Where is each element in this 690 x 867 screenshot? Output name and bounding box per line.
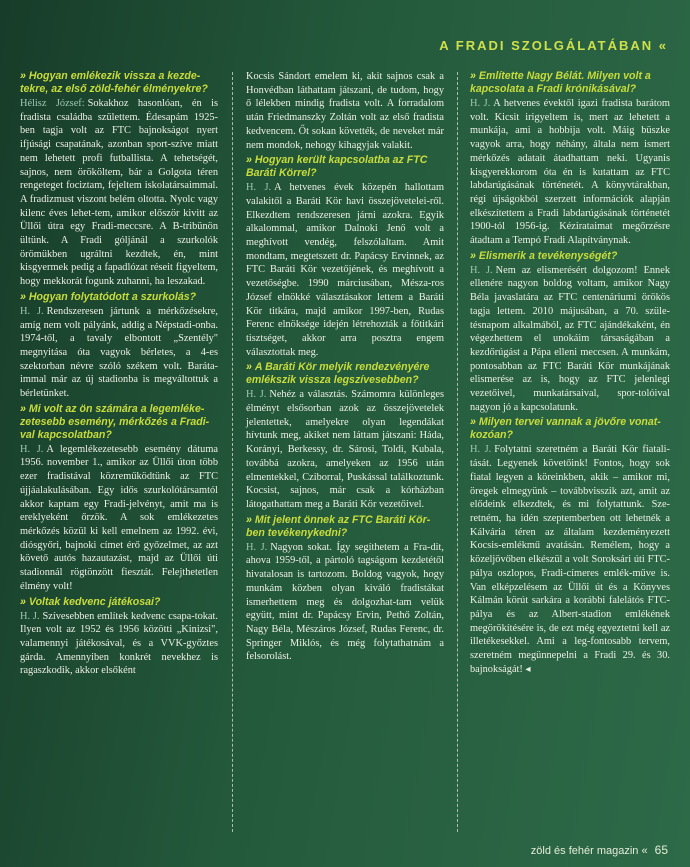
speaker-label: H. J.: [470, 444, 492, 456]
answer-text: Kocsis Sándort emelem ki, akit sajnos csak a Honvédban láthattam játszani, de tudom, hogy ő lélekben mindig fradista volt. A forradalom után Friedmanszky Zoltán volt az első fradista kedvencem. Őt sokan követték, de neveket már nem mondok, nehogy kihagyjak valakit.: [246, 71, 444, 151]
interview-question: [20, 291, 218, 304]
interview-answer: [20, 610, 218, 679]
speaker-label: H. J.: [20, 305, 44, 317]
interview-question: [246, 361, 444, 387]
interview-question: [246, 154, 444, 180]
page-number: 65: [654, 843, 668, 857]
question-text: Voltak kedvenc játékosai?: [28, 595, 161, 608]
column-divider: [232, 72, 233, 832]
interview-answer: [20, 305, 218, 401]
speaker-label: H. J.: [246, 541, 268, 553]
interview-answer: [246, 181, 444, 359]
interview-question: [470, 70, 670, 96]
question-marker-icon: »: [20, 595, 26, 608]
answer-text: A legemlékezetesebb esemény dátuma 1956. november 1., amikor az Üllői úton több ezer fradistával közreműködtünk az FTC újjáalakulásában. Egy idős szurkolótársamtól akkor kaptam egy Fradi-jelvényt, amit ma is ereklyeként őrzök. A sok emlékezetes mérkőzés közül ki kell emelnem az 1992. évi, diósgyőri, bajnoki címet érő győzelmet, az azt követő autós hazautazást, majd az Üllői úti stadionnál rögtönzött fiesztát. Felejthetetlen élmény volt!: [20, 443, 218, 592]
question-text: Hogyan folytatódott a szurkolás?: [28, 290, 197, 303]
question-marker-icon: »: [470, 249, 476, 262]
speaker-label: H. J.: [246, 182, 272, 194]
magazine-name: zöld és fehér magazin «: [530, 845, 648, 857]
answer-text: Sokakhoz hasonlóan, én is fradista családba születtem. Édesapám 1925-ben tagja volt az FTC bajnokságot nyert ifjúsági csapatának, azonban sport-szíve miatt nem lehetett profi futballista. A tehetségét, sajnos, nem örököltem, bár a Golgota téren rengeteget fociztam, fejeltem iskolatársaimmal. A fradizmust viszont belém oltotta. Nyolc vagy kilenc éves lehet-tem, amikor először kivitt az Üllői útra egy Fradi-meccsre. A B-tribünön ültünk. A Fradi góljánál a szurkolók örömükben ugráltni kezdtek, én, mint kisgyermek pedig a fapadlózat réseit figyeltem, hogy mekkorát fogunk zuhanni, ha leszakad.: [20, 98, 219, 288]
question-text: Mit jelent önnek az FTC Baráti Kör-ben tevékenykedni?: [246, 513, 431, 539]
interview-question: [470, 416, 670, 442]
interview-answer: [246, 541, 444, 664]
question-text: Mi volt az ön számára a legemléke-zetesebb esemény, mérkőzés a Fradi-val kapcsolatban?: [20, 402, 210, 441]
question-text: Elismerik a tevékenységét?: [478, 249, 618, 262]
question-marker-icon: »: [470, 70, 476, 82]
answer-text: A hetvenes évektől igazi fradista barátom volt. Kicsit irigyeltem is, mert az lehetett a munkája, ami a hobbija volt. Máig büszke vagyok arra, hogy néhány, általa nem ismert mérkőzés adatait átadhattam neki. Ugyanis kisgyerekkorom óta én is kutattam az FTC labdarúgásának történetét. A könyvtárakban, régi újságokból szerzett információk alapján elkészítettem a Fradi labdarúgásának történetét 1900-tól 1956-ig. Kézirataimat megőrzésre átadtam a Tempó Fradi Alapítványnak.: [470, 98, 670, 247]
question-marker-icon: »: [20, 70, 26, 82]
answer-text: Rendszeresen jártunk a mérkőzésekre, amíg nem volt pályánk, addig a Népstadi-onba. 1974-től, a tavaly elbontott „Szentély" megnyitása óta vagyok bérletes, a 4-es szektorban névre szóló székem volt. Baráta-immal már az új stadionba is megváltottuk a bérletünket.: [20, 305, 218, 400]
interview-answer: [470, 97, 670, 248]
question-marker-icon: »: [20, 290, 26, 303]
speaker-label: Hélisz József:: [20, 98, 85, 109]
answer-text: Szívesebben említek kedvenc csapa-tokat. Ilyen volt az 1952 és 1956 közötti „Kinizsi", valamennyi játékosával, és a VVK-győztes gárda. Amennyiben konkrét nevekhez is ragaszkodik, akkor elsőként: [20, 610, 218, 677]
speaker-label: H. J.: [470, 98, 491, 109]
answer-text: Nagyon sokat. Így segíthetem a Fra-dit, ahova 1959-től, a pártoló tagságom kezdetétől hivatalosan is tartozom. Boldog vagyok, hogy munkám közben olyan kiváló fradistákat ismerhettem meg és dolgozhat-tam velük együtt, mint dr. Papácsy Ervin, Pethő Zoltán, Nagy Béla, Mészáros József, Rudas Ferenc, dr. Springer Miklós, és még folytathatnám a felsorolást.: [246, 541, 444, 663]
page-footer: [531, 843, 668, 857]
answer-text: Folytatni szeretném a Baráti Kör fiatali-tását. Legyenek követőink! Fontos, hogy sok fiatal legyen a köreinkben, akik – amikor mi, öregek elmegyünk – továbbvisszik azt, amit az elődeink elkezdtek, és mi folytattunk. Sze-retném, ha idén szeptemberben ott lehetnék a Kálvária téren az általam kezdeményezett Kocsis-emlékmű avatásán. Remélem, hogy a közeljövőben elkészül a volt Soroksári úti FTC-pálya oszlopos, Fradi-címeres emlék-műve is. Van elképzelésem az Üllői út és a Könyves Kálmán körút sarkára a korábbi falelátós FTC-pálya és az Albert-stadion emlékének megörökítésére is, de ezt még egyeztetni kell az illetékesekkel. Ami a leg-fontosabb tervem, szeretném megünnepelni a Fradi 29. és 30. bajnokságát! ◂: [470, 444, 670, 675]
answer-text: A hetvenes évek közepén hallottam valakitől a Baráti Kör havi összejövetelei-ről. Elkezdtem rendszeresen járni azokra. Egyik alkalommal, amikor Dalnoki Jenő volt a meghívott vendég, felszólaltam. Amit mondtam, megtetszett dr. Papácsy Ervinnek, az FTC Baráti Kör vezetőjének, és meghívott a vezetőségbe. 1990 márciusában, Mésza-ros József elnökké választásakor lettem a Baráti Kör titkára, majd amikor 1997-ben, Rudas Ferenc elnöksége idején létrehozták a főtitkári tisztséget, akkor arra posztra engem választottak meg.: [246, 182, 444, 358]
interview-question: [20, 403, 218, 442]
question-marker-icon: »: [246, 154, 252, 167]
question-marker-icon: »: [246, 513, 252, 526]
interview-question: [20, 596, 218, 609]
question-text: Hogyan került kapcsolatba az FTC Baráti Körrel?: [246, 154, 428, 180]
speaker-label: H. J.: [246, 389, 267, 401]
question-marker-icon: »: [20, 402, 26, 415]
interview-question: [470, 250, 670, 263]
column-divider: [457, 72, 458, 832]
speaker-label: H. J.: [20, 610, 40, 622]
section-header: A FRADI SZOLGÁLATÁBAN «: [439, 38, 668, 53]
question-text: Milyen tervei vannak a jövőre vonat-kozóan?: [470, 416, 661, 442]
question-text: Említette Nagy Bélát. Milyen volt a kapcsolata a Fradi krónikásával?: [470, 70, 651, 95]
interview-question: [20, 70, 218, 96]
interview-answer: [20, 97, 218, 289]
answer-text: Nem az elismerésért dolgozom! Ennek ellenére nagyon boldog voltam, amikor Nagy Béla javaslatára az FTC centenáriumi örökös tagja lettem. 2010 májusában, a 70. szüle-tésnapom alkalmából, az FTC ajándékaként, én végezhettem el unokáim társaságában a kezdőrúgást a Pápa elleni meccsen. A munkám, pontosabban az FTC Baráti Kör munkájának elismerése az is, hogy az FTC jelenlegi vezetőivel, munkatársaival, spor-tolóival nagyon jó a kapcsolatunk.: [470, 264, 670, 413]
text-column-2: [246, 70, 444, 666]
question-text: Hogyan emlékezik vissza a kezde-tekre, az első zöld-fehér élményekre?: [20, 70, 208, 95]
text-column-3: [470, 70, 670, 678]
answer-text: Nehéz a választás. Számomra különleges élményt elsősorban azok az összejövetelek jelentettek, amelyekre olyan legendákat hívtunk meg, akiket nem láttam játszani: Háda, Korányi, Berkessy, dr. Sárosi, Toldi, Kubala, továbbá azokra, amelyeken az 1956 után elmentekkel, Cziborral, Puskással találkoztunk. Kocsist, sajnos, már csak a kórházban látogathattam meg a Baráti Kör vezetőivel.: [246, 389, 444, 510]
interview-answer: [470, 264, 670, 415]
speaker-label: H. J.: [470, 264, 493, 276]
question-marker-icon: »: [470, 416, 476, 429]
interview-answer: [246, 388, 444, 511]
text-column-1: [20, 70, 218, 680]
question-marker-icon: »: [246, 361, 252, 374]
interview-question: [246, 514, 444, 540]
interview-answer: [246, 70, 444, 152]
question-text: A Baráti Kör melyik rendezvényére emlékszik vissza legszívesebben?: [246, 361, 430, 387]
interview-answer: [20, 443, 218, 594]
interview-answer: [470, 443, 670, 676]
speaker-label: H. J.: [20, 443, 44, 455]
